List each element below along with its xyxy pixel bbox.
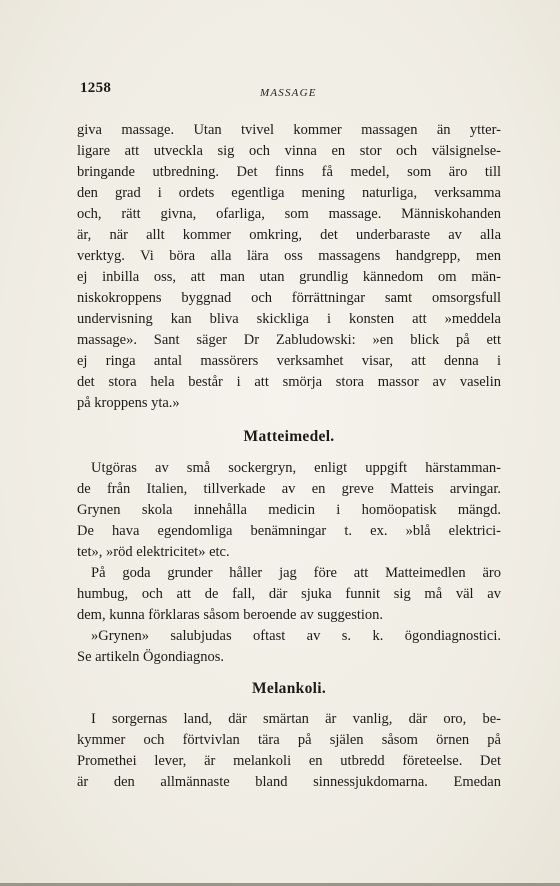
text-line: det stora hela består i att smörja stora massor av vaselin xyxy=(77,374,501,390)
text-line: »Grynen» salubjudas oftast av s. k. ögondiagnostici. xyxy=(91,628,501,644)
text-line: De hava egendomliga benämningar t. ex. »blå elektrici- xyxy=(77,523,501,539)
text-line: verktyg. Vi böra alla lära oss massagens handgrepp, men xyxy=(77,248,501,264)
text-line: Se artikeln Ögondiagnos. xyxy=(77,649,224,665)
page-number: 1258 xyxy=(80,80,112,96)
section-heading-matteimedel: Matteimedel. xyxy=(243,428,335,445)
text-line: kymmer och förtvivlan tära på själen såsom örnen på xyxy=(77,732,501,748)
text-line: humbug, och att de fall, där sjuka funnit sig må väl av xyxy=(77,586,501,602)
text-line: Utgöras av små sockergryn, enligt uppgift härstamman- xyxy=(91,460,501,476)
section-heading-melankoli: Melankoli. xyxy=(251,680,327,697)
page-header xyxy=(80,80,500,102)
text-line: undervisning kan bliva skickliga i konsten att »meddela xyxy=(77,311,501,327)
text-line: niskokroppens byggnad och förrättningar samt omsorgsfull xyxy=(77,290,501,306)
text-line: ej inbilla oss, att man utan grundlig kännedom om män- xyxy=(77,269,501,285)
text-line: den grad i ordets egentliga mening naturliga, verksamma xyxy=(77,185,501,201)
text-line: dem, kunna förklaras såsom beroende av suggestion. xyxy=(77,607,384,623)
text-line: På goda grunder håller jag före att Matteimedlen äro xyxy=(91,565,501,581)
text-line: de från Italien, tillverkade av en greve Matteis arvingar. xyxy=(77,481,501,497)
text-line: ligare att utveckla sig och vinna en stor och välsignelse- xyxy=(77,143,501,159)
text-line: och, rätt givna, ofarliga, som massage. Människohanden xyxy=(77,206,501,222)
melankoli-text xyxy=(77,709,501,793)
text-line: tet», »röd elektricitet» etc. xyxy=(77,544,230,560)
text-line: massage». Sant säger Dr Zabludowski: »en blick på ett xyxy=(77,332,501,348)
text-line: Promethei lever, är melankoli en utbredd företeelse. Det xyxy=(77,753,501,769)
matteimedel-text xyxy=(77,458,501,668)
text-line: är, när allt kommer omkring, det underbaraste av alla xyxy=(77,227,501,243)
text-line: giva massage. Utan tvivel kommer massagen än ytter- xyxy=(77,122,501,138)
text-line: på kroppens yta.» xyxy=(77,395,180,411)
text-line: ej ringa antal massörers verksamhet visar, att denna i xyxy=(77,353,501,369)
text-line: är den allmännaste bland sinnessjukdomarna. Emedan xyxy=(77,774,501,790)
text-line: bringande utbredning. Det finns få medel, som äro till xyxy=(77,164,501,180)
text-line: I sorgernas land, där smärtan är vanlig, där oro, be- xyxy=(91,711,501,727)
massage-continued-text xyxy=(77,120,501,414)
running-title: MASSAGE xyxy=(260,87,317,99)
text-line: Grynen skola innehålla medicin i homöopatisk mängd. xyxy=(77,502,501,518)
